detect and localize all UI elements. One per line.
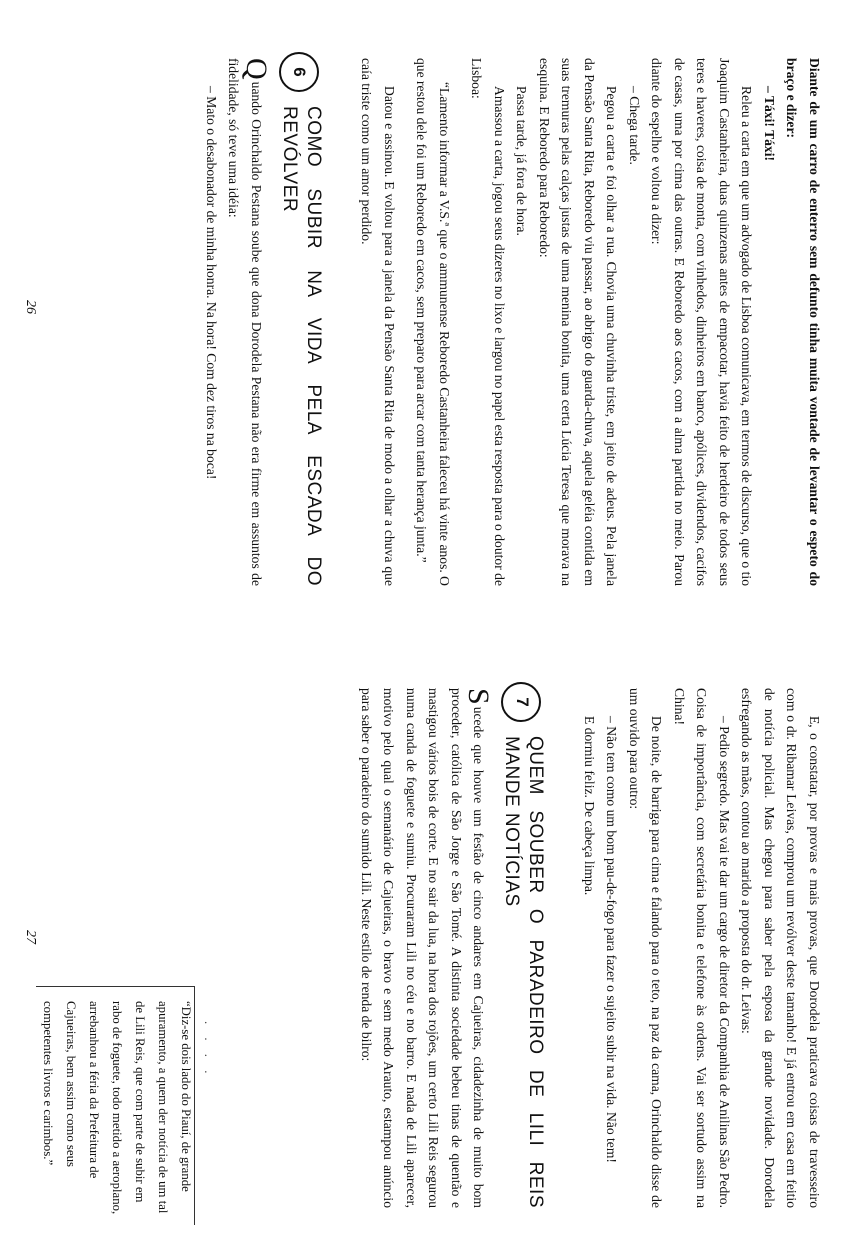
chapter-heading [277, 52, 325, 586]
ellipsis-dots: . . . . [202, 1021, 216, 1079]
paragraph: Pegou a carta e foi olhar a rua. Chovia uma chuvinha triste, em jeito de adeus. Pela janela da Pensão Santa Rita, Reboredo viu passar, ao abrigo do guarda-chuva, aquela geléia contida em suas tremuras pelas calças justas de uma menina bonita, uma certa Lúcia Teresa que morava na esquina. E Reboredo para Reboredo: [537, 58, 620, 586]
paragraph: – Táxi! Táxi! [762, 86, 777, 162]
paragraph: Passa tarde, já fora de hora. [514, 86, 530, 236]
chapter-heading [500, 682, 548, 1208]
paragraph: – Não tem como um bom pau-de-fogo para fazer o sujeito subir na vida. Não tem! [604, 716, 620, 1163]
paragraph: Sucede que houve um festão de cinco andares em Cajueiras, cidadezinha de muito bom proceder, católica de São Jorge e São Tomé. A distinta sociedade bebeu tinas de quentão e mastigou vários bois de corte. E no sair da lua, na hora dos rojões, um certo Lili Reis segurou numa canda de foguete e sumiu. Procuraram Lili no céu e no barro. E nada de Lili aparecer, motivo pelo qual o semanário de Cajueiras, o bravo e sem medo Arauto, estampou anúncio para saber o paradeiro do sumido Lili. Neste estilo de renda de bilro: [359, 688, 496, 1208]
letter-quote: “Lamento informar a V.S.ª que o ammunense Reboredo Castanheira faleceu há vinte anos. O que restou dele foi um Reboredo em cacos, sem preparo para arcar com tanta herança junta.” [414, 58, 452, 586]
page-number: 27 [23, 930, 38, 944]
right-page [0, 630, 851, 1259]
notice-quote-text: “Diz-se dois lado do Piauí, de grande apuramento, a quem der notícia de um tal de Lili Reis, que com parte de subir em rabo de foguete, todo metido a aeroplano, arrebanhou a féria da Prefeitura de Cajueiras, bem assim como seus competentes livros e carimbos.” [41, 1001, 193, 1215]
paragraph: Datou e assinou. E voltou para a janela da Pensão Santa Rita de modo a olhar a chuva que caía triste como um amor perdido. [359, 58, 397, 586]
paragraph: Amassou a carta, jogou seus dizeres no lixo e largou no papel esta resposta para o doutor de Lisboa: [469, 58, 507, 586]
chapter-number-badge: 6 [279, 52, 319, 92]
notice-quote-box [36, 986, 216, 1225]
paragraph: De noite, de barriga para cima e falando para o teto, na paz da cama, Orinchaldo disse de um ouvido para outro: [627, 688, 665, 1208]
paragraph: – Mato o desabonador de minha honra. Na hora! Com dez tiros na boca! [204, 86, 219, 480]
right-page-column [355, 688, 826, 1208]
paragraph: Releu a carta em que um advogado de Lisboa comunicava, em termos de discurso, que o tio Joaquim Castanheira, duas quinzenas antes de empacotar, havia feito de herdeiro de todos seus teres e haveres, coisa de monta, com vinhedos, dinheiros em banco, apólices, dividendos, cacifos de casas, uma por cima das outras. E Reboredo aos cacos, com a alma partida no meio. Parou diante do espelho e voltou a dizer: [649, 58, 755, 586]
left-page-column [200, 58, 826, 586]
page-number: 26 [23, 300, 38, 314]
chapter-title: QUEM SOUBER O PARADEIRO DE LILI REIS MANDE NOTÍCIAS [501, 736, 547, 1208]
paragraph: Diante de um carro de enterro sem defunto tinha muita vontade de levantar o espeto do braço e dizer: [784, 58, 822, 586]
paragraph: – Pedio segredo. Mas vai te dar um cargo de diretor da Companhia de Anilinas São Pedro. Coisa de importância, com secretária bonita e telefone às ordens. Vai ser sortudo assim na China! [672, 688, 732, 1208]
paragraph: E, o constatar, por provas e mais provas, que Dorodela praticava coisas de travesseiro com o dr. Ribamar Leivas, comprou um revólver deste tamanho! E já entrou em casa em feitio de notícia policial. Mas chegou para saber pela esposa da grande novidade. Dorodela esfregando as mãos, contou ao marido a proposta do dr. Leivas: [739, 688, 822, 1208]
chapter-title: COMO SUBIR NA VIDA PELA ESCADA DO REVÓLVER [279, 106, 324, 586]
paragraph: Quando Orinchaldo Pestana soube que dona Dorodela Pestana não era firme em assuntos de fidelidade, só teve uma idéia: [226, 58, 273, 586]
chapter-number-badge: 7 [502, 682, 542, 722]
paragraph: E dormiu feliz. De cabeça limpa. [582, 716, 597, 896]
paragraph: – Chega tarde. [627, 86, 642, 165]
